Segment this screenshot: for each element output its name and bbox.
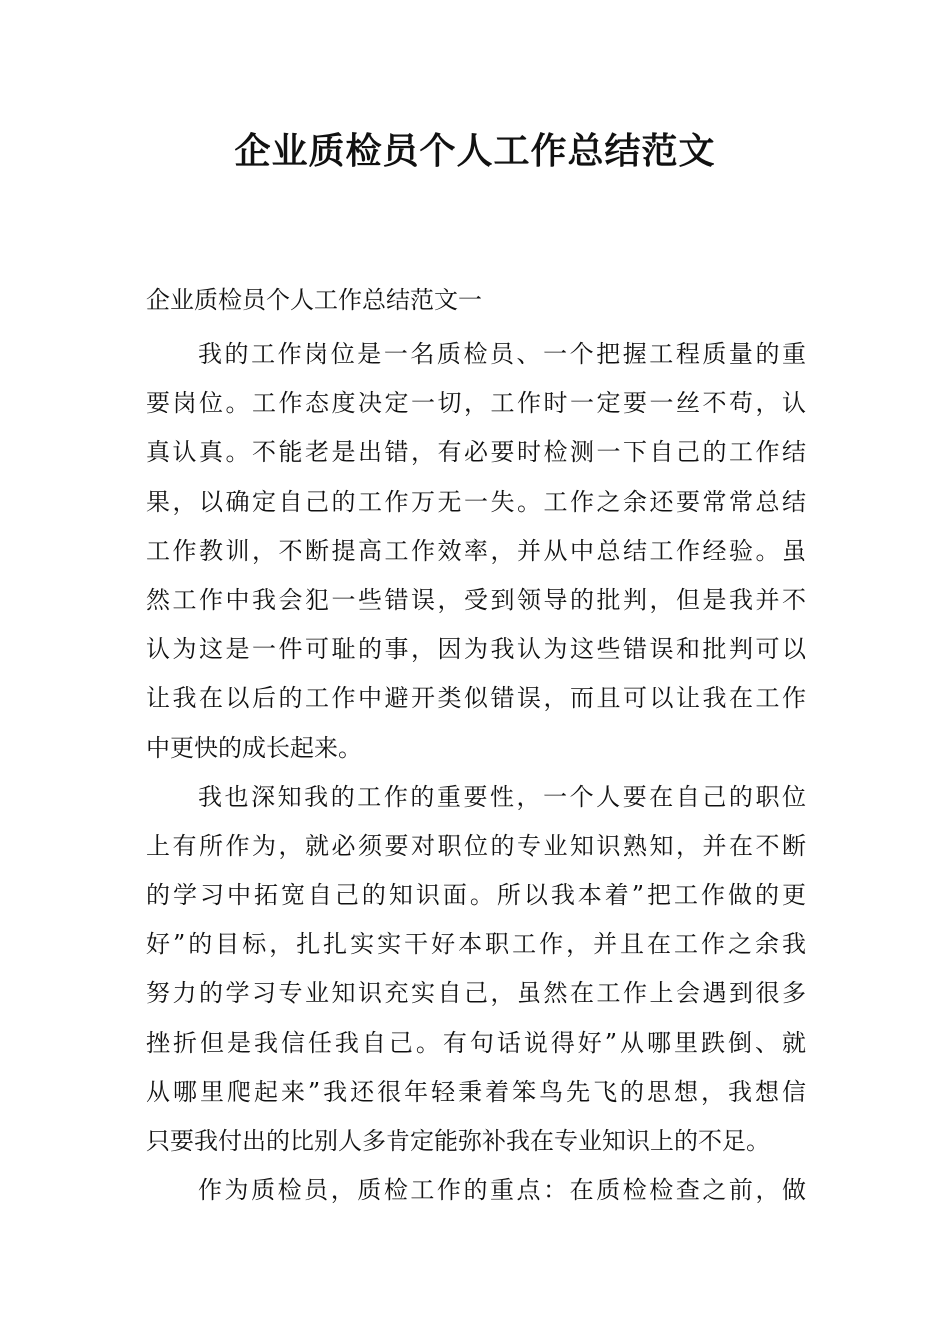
paragraph-line: 好”的目标，扎扎实实干好本职工作，并且在工作之余我 — [146, 930, 806, 959]
paragraph-line: 真认真。不能老是出错，有必要时检测一下自己的工作结 — [146, 438, 806, 467]
paragraph-line: 工作教训，不断提高工作效率，并从中总结工作经验。虽 — [146, 536, 806, 565]
paragraph-line: 努力的学习专业知识充实自己，虽然在工作上会遇到很多 — [146, 979, 806, 1008]
document-body — [146, 330, 806, 1215]
paragraph-line: 让我在以后的工作中避开类似错误，而且可以让我在工作 — [146, 684, 806, 713]
section-heading: 企业质检员个人工作总结范文一 — [146, 286, 482, 314]
paragraph-line: 中更快的成长起来。 — [146, 733, 362, 762]
paragraph-line: 的学习中拓宽自己的知识面。所以我本着”把工作做的更 — [146, 881, 806, 910]
document-title: 企业质检员个人工作总结范文 — [234, 131, 716, 172]
paragraph-line: 我也深知我的工作的重要性，一个人要在自己的职位 — [198, 782, 806, 811]
paragraph-line: 从哪里爬起来”我还很年轻秉着笨鸟先飞的思想，我想信 — [146, 1077, 806, 1106]
paragraph-line: 只要我付出的比别人多肯定能弥补我在专业知识上的不足。 — [146, 1127, 770, 1155]
paragraph-line: 要岗位。工作态度决定一切，工作时一定要一丝不苟，认 — [146, 389, 806, 418]
paragraph-line: 果，以确定自己的工作万无一失。工作之余还要常常总结 — [146, 487, 806, 516]
paragraph-1 — [146, 330, 806, 773]
paragraph-line: 挫折但是我信任我自己。有句话说得好”从哪里跌倒、就 — [146, 1028, 806, 1057]
paragraph-2 — [146, 773, 806, 1167]
paragraph-line: 认为这是一件可耻的事，因为我认为这些错误和批判可以 — [146, 635, 806, 664]
paragraph-line: 上有所作为，就必须要对职位的专业知识熟知，并在不断 — [146, 831, 806, 860]
paragraph-3 — [146, 1166, 806, 1215]
paragraph-line: 我的工作岗位是一名质检员、一个把握工程质量的重 — [198, 340, 806, 368]
paragraph-line: 作为质检员，质检工作的重点：在质检检查之前，做 — [198, 1176, 806, 1205]
paragraph-line: 然工作中我会犯一些错误，受到领导的批判，但是我并不 — [146, 585, 806, 614]
